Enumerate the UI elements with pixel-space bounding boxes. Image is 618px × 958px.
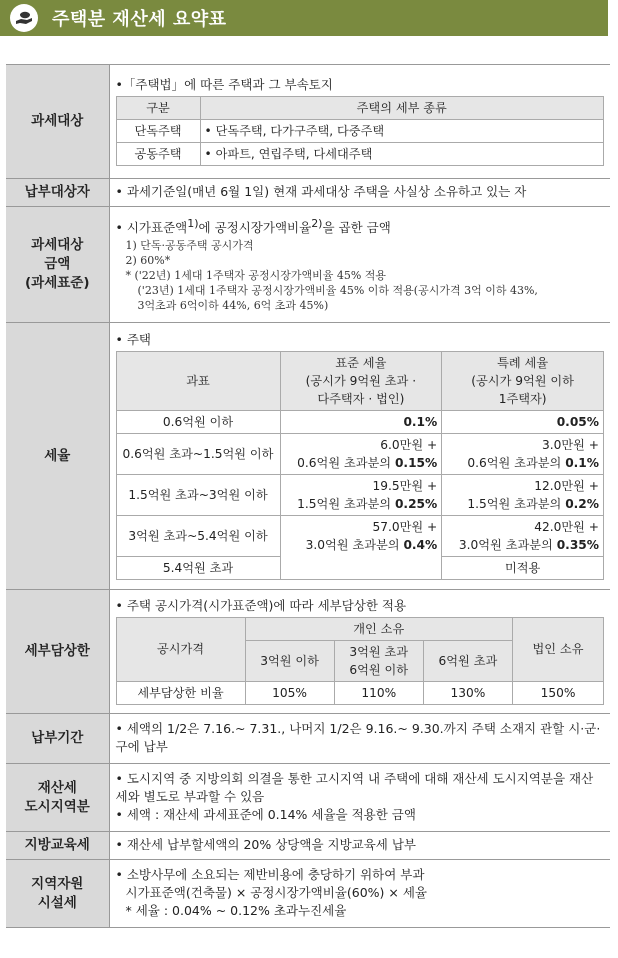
- payer-text: • 과세기준일(매년 6월 1일) 현재 과세대상 주택을 사실상 소유하고 있는 자: [109, 179, 610, 207]
- base-note-1: 1) 단독·공동주택 공시가격: [125, 238, 254, 252]
- cap-intro: • 주택 공시가격(시가표준액)에 따라 세부담상한 적용: [115, 597, 407, 613]
- rate-table: [116, 351, 605, 580]
- row-label-cap: 세부담상한: [6, 590, 109, 714]
- rate-content: [109, 323, 610, 590]
- facility-text-1: • 소방사무에 소요되는 제반비용에 충당하기 위하여 부과: [115, 867, 425, 882]
- rate-header-base: 과표: [116, 351, 280, 410]
- rate-std-desc-3: 1.5억원 초과분의: [297, 496, 395, 511]
- rate-header-special-2: (공시가 9억원 이하: [471, 373, 574, 388]
- rate-std-3: [280, 474, 442, 515]
- rate-intro: • 주택: [115, 331, 151, 347]
- rate-header-special-3: 1주택자): [498, 391, 547, 406]
- rate-header-standard-2: (공시가 9억원 초과 ·: [305, 373, 417, 388]
- city-content: [109, 764, 610, 832]
- cap-header-price: 공시가격: [116, 617, 245, 681]
- base-text-a: • 시가표준액: [115, 220, 188, 236]
- rate-header-special-1: 특례 세율: [497, 355, 549, 370]
- cap-table: [116, 617, 605, 705]
- row-label-base: [6, 207, 109, 323]
- row-label-payer: 납부대상자: [6, 179, 109, 207]
- target-type-1: 단독주택: [116, 119, 200, 142]
- rate-sp-3: [442, 474, 604, 515]
- cap-row-label: 세부담상한 비율: [116, 681, 245, 704]
- facility-label-1: 지역자원: [31, 875, 84, 892]
- rate-sp-2: [442, 433, 604, 474]
- cap-header-b: [334, 640, 423, 681]
- target-desc-2: • 아파트, 연립주택, 다세대주택: [200, 142, 604, 165]
- rate-sp-4: [442, 515, 604, 556]
- base-content: [109, 207, 610, 323]
- rate-std-4: [280, 515, 442, 579]
- base-main: [116, 215, 605, 237]
- row-label-city: [6, 764, 109, 832]
- rate-sp-value-3: 0.2%: [565, 496, 599, 511]
- cap-val-c: 130%: [423, 681, 512, 704]
- rate-std-desc-4: 3.0억원 초과분의: [305, 537, 404, 552]
- base-text-b: 에 공정시장가액비율: [198, 220, 312, 236]
- rate-header-standard-1: 표준 세율: [335, 355, 387, 370]
- facility-text-2: 시가표준액(건축물) × 공정시장가액비율(60%) × 세율: [125, 885, 427, 900]
- edu-text: • 재산세 납부할세액의 20% 상당액을 지방교육세 납부: [109, 832, 610, 860]
- cap-header-b-2: 6억원 이하: [349, 662, 409, 677]
- rate-std-1: [280, 410, 442, 433]
- rate-header-standard-3: 다주택자 · 법인): [317, 391, 405, 406]
- row-label-period: 납부기간: [6, 714, 109, 764]
- facility-content: [109, 860, 610, 928]
- target-desc-1: • 단독주택, 다가구주택, 다중주택: [200, 119, 604, 142]
- rate-sp-value-1: 0.05%: [556, 414, 599, 429]
- cap-header-indiv: 개인 소유: [245, 617, 513, 640]
- city-label-1: 재산세: [37, 779, 77, 796]
- rate-sp-value-4: 0.35%: [556, 537, 599, 552]
- cap-header-a: 3억원 이하: [245, 640, 334, 681]
- rate-std-amount-3: 19.5만원 +: [372, 478, 438, 493]
- base-note-3: * ('22년) 1세대 1주택자 공정시장가액비율 45% 적용: [125, 268, 387, 282]
- rate-sp-amount-3: 12.0만원 +: [534, 478, 599, 493]
- cap-header-b-1: 3억원 초과: [349, 644, 409, 659]
- rate-base-2: 0.6억원 초과~1.5억원 이하: [116, 433, 280, 474]
- row-label-rate: 세율: [6, 323, 109, 590]
- base-label-3: (과세표준): [24, 275, 90, 291]
- rate-sp-value-2: 0.1%: [565, 455, 599, 470]
- rate-std-amount-2: 6.0만원 +: [380, 437, 438, 452]
- rate-sp-desc-3: 1.5억원 초과분의: [467, 496, 566, 511]
- base-note-4: ('23년) 1세대 1주택자 공정시장가액비율 45% 이하 적용(공시가격 3억 이하 43%,: [137, 283, 538, 297]
- target-header-type: 구분: [116, 96, 200, 119]
- rate-std-value-4: 0.4%: [403, 537, 438, 552]
- facility-text-3: * 세율 : 0.04% ~ 0.12% 초과누진세율: [125, 903, 347, 918]
- rate-header-standard: [280, 351, 442, 410]
- rate-std-value-3: 0.25%: [394, 496, 438, 511]
- target-content: [109, 65, 610, 179]
- rate-base-3: 1.5억원 초과~3억원 이하: [116, 474, 280, 515]
- target-type-2: 공동주택: [116, 142, 200, 165]
- rate-sp-1: [442, 410, 604, 433]
- city-text-1: • 도시지역 중 지방의회 의결을 통한 고시지역 내 주택에 대해 재산세 도시지역분을 재산세와 별도로 부과할 수 있음: [115, 771, 594, 804]
- target-type-table: [116, 96, 605, 166]
- cap-content: [109, 590, 610, 714]
- rate-header-special: [442, 351, 604, 410]
- row-label-facility: [6, 860, 109, 928]
- cap-header-c: 6억원 초과: [423, 640, 512, 681]
- rate-std-amount-4: 57.0만원 +: [372, 519, 438, 534]
- cap-val-b: 110%: [334, 681, 423, 704]
- base-sup-2: 2): [311, 217, 323, 231]
- cap-header-corp: 법인 소유: [513, 617, 604, 681]
- money-hand-icon: [10, 4, 38, 32]
- rate-std-value-2: 0.15%: [394, 455, 438, 470]
- row-label-target: 과세대상: [6, 65, 109, 179]
- row-label-edu: 지방교육세: [6, 832, 109, 860]
- rate-std-value-1: 0.1%: [403, 414, 438, 429]
- target-header-desc: 주택의 세부 종류: [200, 96, 604, 119]
- rate-base-1: 0.6억원 이하: [116, 410, 280, 433]
- rate-std-2: [280, 433, 442, 474]
- rate-sp-desc-4: 3.0억원 초과분의: [458, 537, 557, 552]
- rate-sp-amount-4: 42.0만원 +: [534, 519, 599, 534]
- rate-sp-amount-2: 3.0만원 +: [541, 437, 599, 452]
- base-text-c: 을 곱한 금액: [322, 220, 391, 236]
- base-note-2: 2) 60%*: [125, 253, 171, 267]
- base-label-2: 금액: [44, 256, 71, 272]
- facility-label-2: 시설세: [37, 894, 77, 911]
- rate-std-desc-2: 0.6억원 초과분의: [297, 455, 395, 470]
- rate-base-4: 3억원 초과~5.4억원 이하: [116, 515, 280, 556]
- city-text-2: • 세액 : 재산세 과세표준에 0.14% 세율을 적용한 금액: [115, 807, 416, 822]
- cap-val-corp: 150%: [513, 681, 604, 704]
- title-bar: [0, 0, 608, 36]
- cap-val-a: 105%: [245, 681, 334, 704]
- target-intro: •「주택법」에 따른 주택과 그 부속토지: [115, 76, 333, 92]
- rate-base-5: 5.4억원 초과: [116, 556, 280, 579]
- rate-sp-5: 미적용: [442, 556, 604, 579]
- summary-table: [6, 64, 610, 928]
- city-label-2: 도시지역분: [24, 798, 90, 815]
- period-text: • 세액의 1/2은 7.16.~ 7.31., 나머지 1/2은 9.16.~ 9.30.까지 주택 소재지 관할 시·군·구에 납부: [109, 714, 610, 764]
- rate-sp-desc-2: 0.6억원 초과분의: [467, 455, 566, 470]
- base-note-5: 3억초과 6억이하 44%, 6억 초과 45%): [137, 298, 329, 312]
- page-title: 주택분 재산세 요약표: [52, 9, 227, 30]
- base-label-1: 과세대상: [31, 237, 84, 253]
- base-sup-1: 1): [187, 217, 199, 231]
